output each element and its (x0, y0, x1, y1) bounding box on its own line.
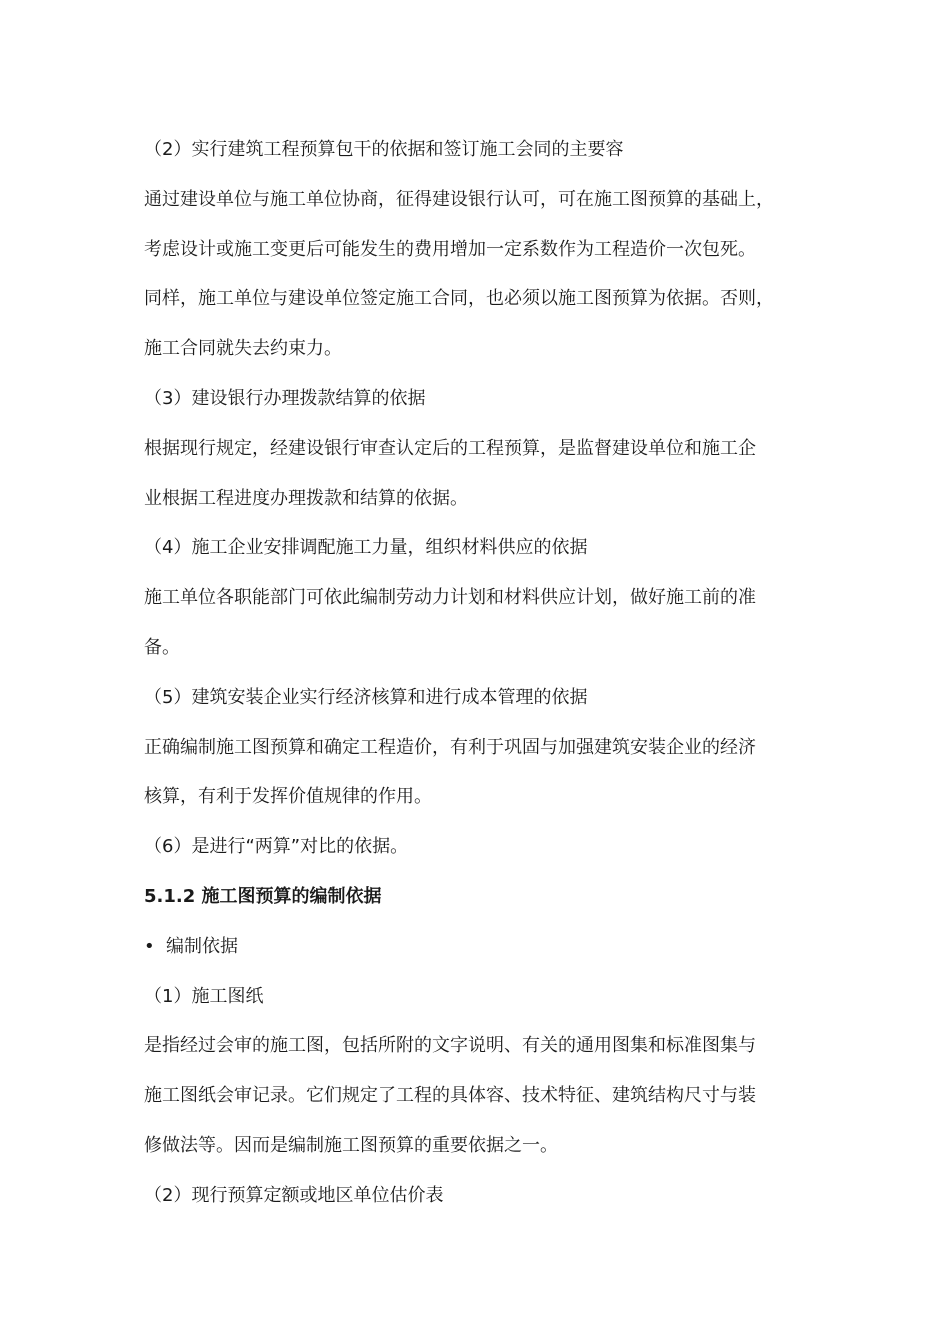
subheading-6: （6）是进行“两算”对比的依据。 (144, 836, 409, 858)
paragraph-line: 是指经过会审的施工图，包括所附的文字说明、有关的通用图集和标准图集与 (144, 1035, 756, 1057)
bullet-icon: • (144, 935, 155, 957)
subheading-2b: （2）现行预算定额或地区单位估价表 (144, 1184, 444, 1206)
bullet-item (144, 922, 824, 972)
paragraph-line: 考虑设计或施工变更后可能发生的费用增加一定系数作为工程造价一次包死。 (144, 238, 756, 260)
section-heading: 5.1.2 施工图预算的编制依据 (144, 885, 382, 907)
bullet-item-label: 编制依据 (166, 935, 238, 957)
paragraph-line: 核算，有利于发挥价值规律的作用。 (144, 786, 432, 808)
paragraph-line: 正确编制施工图预算和确定工程造价，有利于巩固与加强建筑安装企业的经济 (144, 736, 756, 758)
paragraph-line: 施工合同就失去约束力。 (144, 338, 342, 360)
paragraph-line: 备。 (144, 636, 180, 658)
subheading-1: （1）施工图纸 (144, 985, 264, 1007)
paragraph-line: 根据现行规定，经建设银行审查认定后的工程预算，是监督建设单位和施工企 (144, 437, 756, 459)
paragraph-line: 修做法等。因而是编制施工图预算的重要依据之一。 (144, 1134, 558, 1156)
subheading-4: （4）施工企业安排调配施工力量，组织材料供应的依据 (144, 537, 588, 559)
subheading-5: （5）建筑安装企业实行经济核算和进行成本管理的依据 (144, 686, 588, 708)
document-body (144, 125, 824, 1221)
paragraph-line: 业根据工程进度办理拨款和结算的依据。 (144, 487, 468, 509)
paragraph-line: 同样，施工单位与建设单位签定施工合同，也必须以施工图预算为依据。否则， (144, 288, 774, 310)
subheading-2: （2）实行建筑工程预算包干的依据和签订施工会同的主要容 (144, 139, 624, 160)
paragraph-line: 通过建设单位与施工单位协商，征得建设银行认可，可在施工图预算的基础上， (144, 188, 774, 210)
paragraph-line: 施工单位各职能部门可依此编制劳动力计划和材料供应计划，做好施工前的准 (144, 587, 756, 609)
paragraph-line: 施工图纸会审记录。它们规定了工程的具体容、技术特征、建筑结构尺寸与装 (144, 1085, 756, 1107)
subheading-3: （3）建设银行办理拨款结算的依据 (144, 387, 426, 409)
